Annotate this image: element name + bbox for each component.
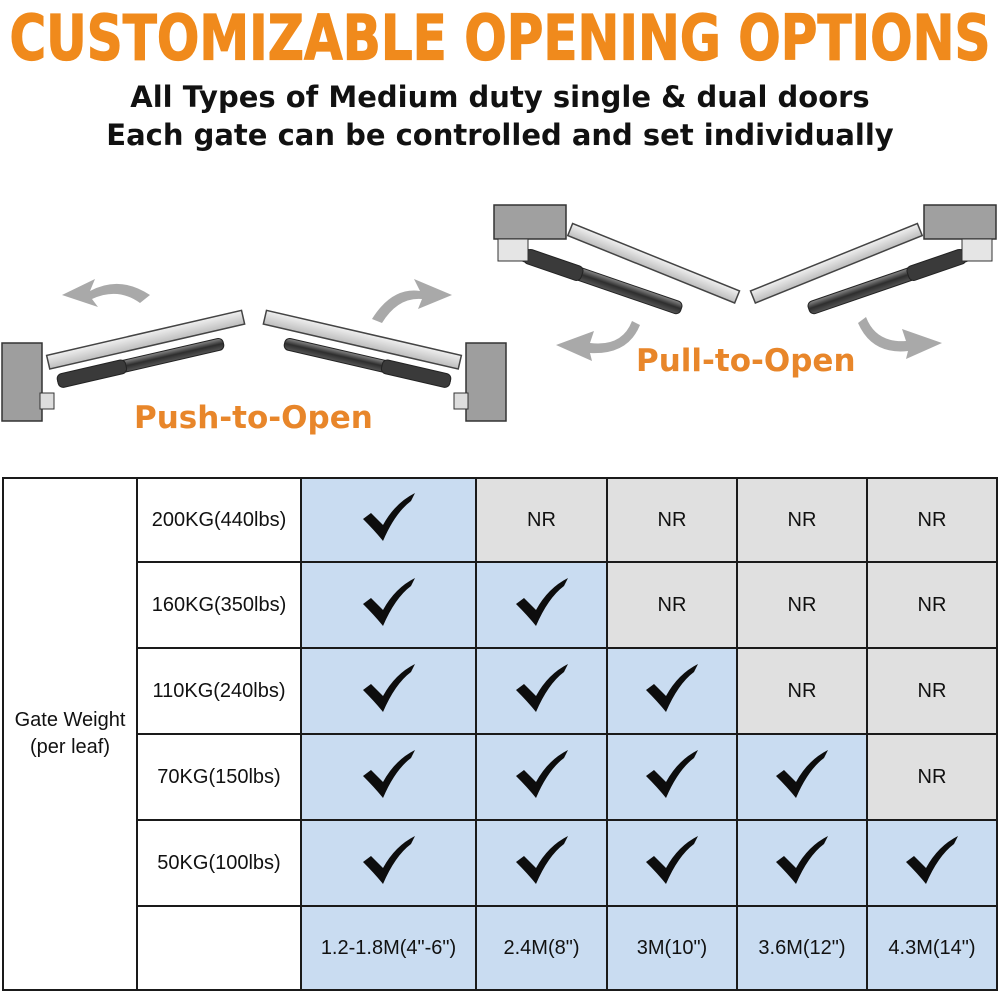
not-recommended-cell: NR	[476, 478, 607, 562]
checkmark-icon	[514, 576, 570, 628]
gate-length-cell: 1.2-1.8M(4"-6")	[301, 906, 476, 990]
not-recommended-cell: NR	[867, 562, 997, 648]
not-recommended-cell: NR	[867, 734, 997, 820]
checkmark-icon	[644, 662, 700, 714]
supported-cell	[476, 820, 607, 906]
subtitle-line-2: Each gate can be controlled and set individually	[106, 118, 894, 152]
checkmark-icon	[361, 491, 417, 543]
checkmark-icon	[514, 662, 570, 714]
not-recommended-cell: NR	[737, 562, 867, 648]
not-recommended-cell: NR	[867, 648, 997, 734]
arrow-icon	[556, 321, 640, 361]
supported-cell	[301, 734, 476, 820]
supported-cell	[301, 820, 476, 906]
gate-weight-sublabel: (per leaf)	[29, 736, 111, 758]
checkmark-icon	[514, 834, 570, 886]
subtitle-line-1: All Types of Medium duty single & dual doors	[130, 80, 870, 114]
checkmark-icon	[361, 576, 417, 628]
not-recommended-cell: NR	[607, 562, 737, 648]
gate-weight-header	[3, 478, 137, 990]
gate-length-cell: 2.4M(8")	[476, 906, 607, 990]
checkmark-icon	[361, 834, 417, 886]
table-row	[3, 478, 997, 562]
gate-length-cell: 3M(10")	[607, 906, 737, 990]
checkmark-icon	[361, 662, 417, 714]
supported-cell	[301, 478, 476, 562]
not-recommended-cell: NR	[607, 478, 737, 562]
checkmark-icon	[904, 834, 960, 886]
supported-cell	[476, 648, 607, 734]
supported-cell	[476, 734, 607, 820]
table-row	[3, 648, 997, 734]
checkmark-icon	[644, 748, 700, 800]
arrow-icon	[62, 279, 150, 307]
table-row	[3, 734, 997, 820]
gate-length-cell: 3.6M(12")	[737, 906, 867, 990]
checkmark-icon	[774, 748, 830, 800]
not-recommended-cell: NR	[737, 478, 867, 562]
gate-length-row	[3, 906, 997, 990]
weight-cell: 160KG(350lbs)	[137, 562, 301, 648]
supported-cell	[607, 820, 737, 906]
push-to-open-label: Push-to-Open	[134, 400, 373, 436]
gate-length-cell: 4.3M(14")	[867, 906, 997, 990]
pull-open-left-gate	[494, 205, 740, 361]
not-recommended-cell: NR	[737, 648, 867, 734]
supported-cell	[301, 648, 476, 734]
checkmark-icon	[514, 748, 570, 800]
arrow-icon	[858, 317, 942, 359]
supported-cell	[476, 562, 607, 648]
weight-cell: 50KG(100lbs)	[137, 820, 301, 906]
weight-cell: 70KG(150lbs)	[137, 734, 301, 820]
table-row	[3, 562, 997, 648]
page-title: CUSTOMIZABLE OPENING OPTIONS	[9, 2, 991, 75]
not-recommended-cell: NR	[867, 478, 997, 562]
table-row	[3, 820, 997, 906]
checkmark-icon	[774, 834, 830, 886]
supported-cell	[301, 562, 476, 648]
checkmark-icon	[644, 834, 700, 886]
pull-to-open-label: Pull-to-Open	[636, 343, 856, 379]
supported-cell	[607, 648, 737, 734]
supported-cell	[737, 820, 867, 906]
blank-cell	[137, 906, 301, 990]
weight-cell: 110KG(240lbs)	[137, 648, 301, 734]
supported-cell	[867, 820, 997, 906]
pull-open-right-gate	[750, 205, 996, 359]
supported-cell	[607, 734, 737, 820]
arrow-icon	[372, 279, 452, 323]
supported-cell	[737, 734, 867, 820]
weight-cell: 200KG(440lbs)	[137, 478, 301, 562]
checkmark-icon	[361, 748, 417, 800]
gate-weight-label: Gate Weight	[14, 709, 126, 731]
weight-length-table	[2, 477, 998, 991]
